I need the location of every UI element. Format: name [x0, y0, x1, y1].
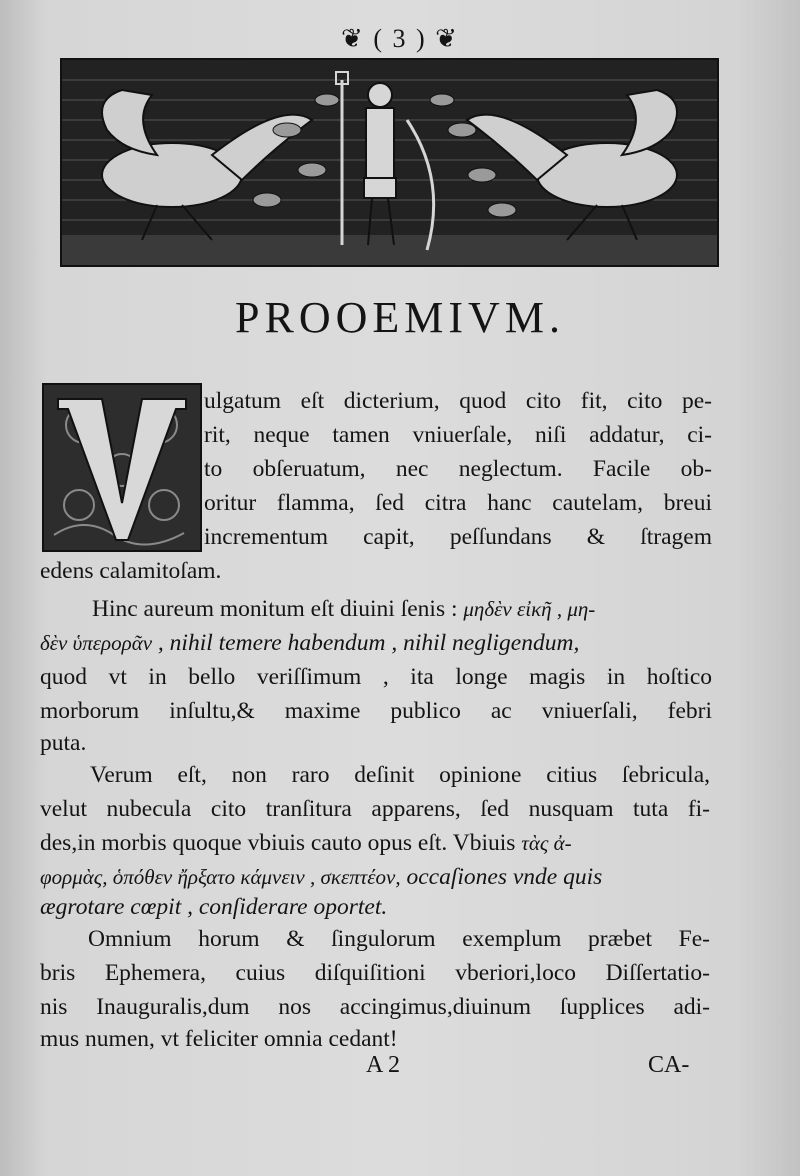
text-line: puta. [40, 730, 87, 756]
text-line: nis Inauguralis,dum nos accingimus,diuinum ſupplices adi- [40, 994, 710, 1020]
text-line: edens calamitoſam. [40, 558, 222, 584]
italic-text: , nihil temere habendum , nihil negligendum, [157, 630, 580, 656]
text-line: bris Ephemera, cuius diſquiſitioni vberiori,loco Diſſertatio- [40, 960, 710, 986]
text-line: quod vt in bello veriſſimum , ita longe magis in hoſtico [40, 664, 712, 690]
text-line: ægrotare cœpit , conſiderare oportet. [40, 894, 388, 920]
decorated-initial [42, 383, 202, 552]
text-line [40, 626, 579, 660]
text-line [92, 592, 595, 626]
text-line: ulgatum eſt dicterium, quod cito fit, cito pe- [204, 388, 712, 414]
latin-text: Hinc aureum monitum eſt diuini ſenis : [92, 596, 458, 622]
page-title: PROOEMIVM. [235, 293, 565, 342]
woodcut-headpiece [60, 58, 719, 267]
text-line: morborum inſultu,& maxime publico ac vniuerſali, febri [40, 698, 712, 724]
text-line: velut nubecula cito tranſitura apparens, ſed nusquam tuta fi- [40, 796, 710, 822]
text-line: rit, neque tamen vniuerſale, niſi addatur, ci- [204, 422, 712, 448]
text-line: incrementum capit, peſſundans & ſtragem [204, 524, 712, 550]
catchword: CA- [648, 1052, 690, 1078]
signature-mark: A 2 [366, 1052, 401, 1078]
latin-text: des,in morbis quoque vbiuis cauto opus eſt. Vbiuis [40, 830, 516, 856]
greek-text: μηδὲν εἰκῆ , μη- [463, 597, 596, 621]
text-line: Omnium horum & ſingulorum exemplum præbet Fe- [88, 926, 710, 952]
text-line: Verum eſt, non raro deſinit opinione citius ſebricula, [90, 762, 710, 788]
greek-text: τὰς ἀ- [521, 831, 572, 855]
text-line: mus numen, vt feliciter omnia cedant! [40, 1026, 398, 1052]
text-line: oritur flamma, ſed citra hanc cautelam, breui [204, 490, 712, 516]
text-line [40, 860, 602, 894]
page-number: ❦ ( 3 ) ❦ [341, 24, 459, 53]
greek-text: φορμὰς, ὁπόθεν ἤρξατο κάμνειν , σκεπτέον, [40, 865, 401, 889]
greek-text: δὲν ὑπερορᾶν [40, 631, 153, 655]
text-line: to obſeruatum, nec neglectum. Facile ob- [204, 456, 712, 482]
text-line [40, 826, 572, 860]
italic-text: occaſiones vnde quis [406, 864, 603, 890]
